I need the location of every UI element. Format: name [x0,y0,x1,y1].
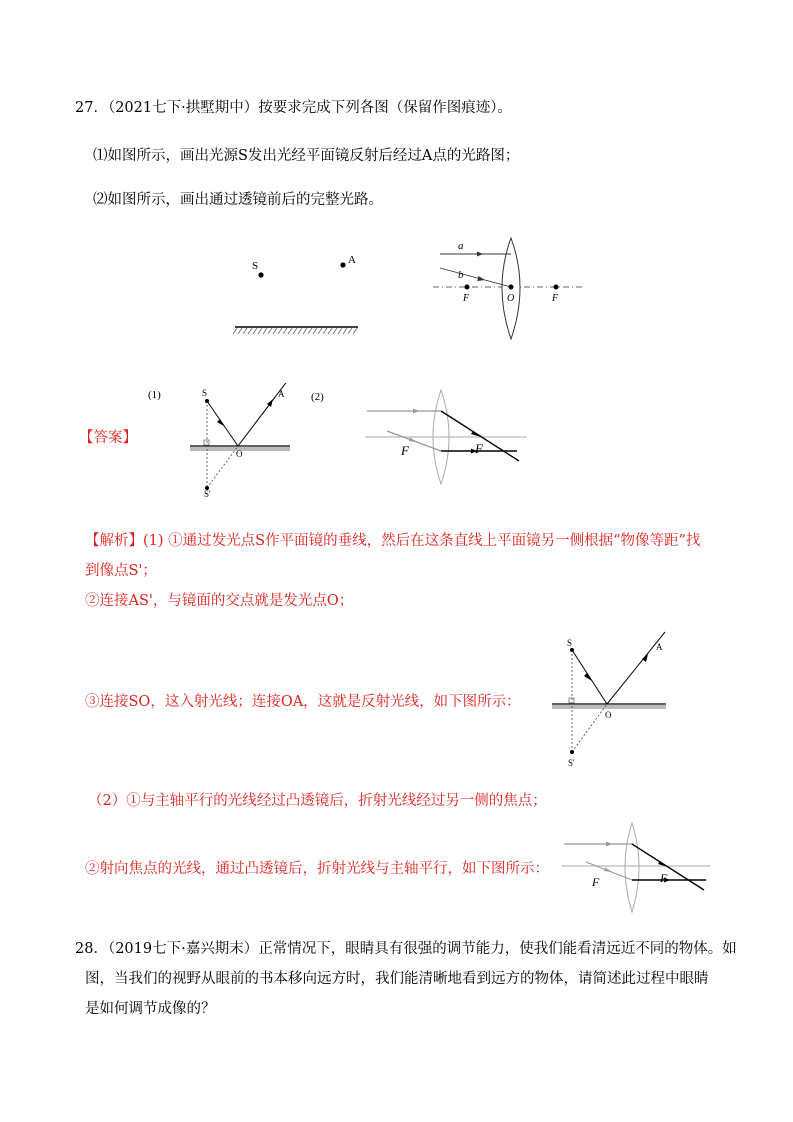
q27-heading [75,98,512,118]
answer-label-f-right: F [475,441,483,456]
q27-part1: ⑴如图所示，画出光源S发出光经平面镜反射后经过A点的光路图； [93,148,520,164]
lens-question-figure [425,235,590,347]
focus-left [465,285,470,290]
answer-fig2-tag: (2) [311,391,324,403]
q27-part2: ⑵如图所示，画出通过透镜前后的完整光路。 [93,192,383,208]
answer-lens-figure [305,385,535,485]
q27-number: 27． [75,100,108,116]
label-f-right: F [552,293,559,304]
optical-center [509,285,514,290]
label-a: A [348,254,356,266]
answer-label-o: O [236,449,243,459]
label-a-ray: a [458,240,464,252]
q28-number: 28． [75,941,108,957]
analysis-line1-text: (1) ①通过发光点S作平面镜的垂线，然后在这条直线上平面镜另一侧根据“物像等距”找 [143,533,701,549]
answer-label-s-prime: S' [204,489,211,498]
label-f-left: F [463,293,470,304]
point-a [340,262,345,267]
q27-source: （2021七下·拱墅期中） [107,100,259,116]
analysis-label-s-prime: S' [568,758,575,768]
answer-fig1-tag: (1) [148,389,161,401]
label-s: S [252,260,259,272]
analysis-line4: （2）①与主轴平行的光线经过凸透镜后，折射光线经过另一侧的焦点； [88,793,547,809]
analysis-line2: ②连接AS'，与镜面的交点就是发光点O； [85,593,354,609]
mirror-question-figure [225,245,370,340]
analysis-line3: ③连接SO，这入射光线；连接OA，这就是反射光线，如下图所示： [85,694,521,710]
point-s [258,272,263,277]
label-b-ray: b [458,269,464,281]
q27-prompt: 按要求完成下列各图（保留作图痕迹）。 [258,100,512,116]
analysis-label-a: A [656,642,663,652]
answer-label-a: A [278,389,285,399]
focus-right [554,285,559,290]
q28-line3: 是如何调节成像的？ [85,1001,216,1017]
mirror-surface [233,327,358,334]
answer-mirror-figure [140,383,295,498]
q28-line1 [75,939,737,959]
q28-line1-text: 正常情况下，眼睛具有很强的调节能力，使我们能看清远近不同的物体。如 [258,941,737,957]
answer-label: 【答案】 [79,430,137,446]
analysis-label-s: S [567,638,573,648]
analysis-label-f-right: F [660,871,668,885]
q28-line2: 图，当我们的视野从眼前的书本移向远方时，我们能清晰地看到远方的物体，请简述此过程中眼睛 [85,971,709,987]
analysis-label-o: O [605,710,612,720]
analysis-line1b: 到像点S'； [85,563,157,579]
answer-label-s: S [202,388,208,398]
analysis-mirror-figure [548,630,673,770]
analysis-lens-figure [560,820,712,915]
analysis-label: 【解析】 [85,533,143,549]
analysis-line5: ②射向焦点的光线，通过凸透镜后，折射光线与主轴平行，如下图所示： [85,861,549,877]
analysis-label-f-left: F [592,875,600,889]
label-o: O [507,293,515,304]
q28-source: （2019七下·嘉兴期末） [107,941,259,957]
answer-label-f-left: F [401,443,409,458]
analysis-line1 [85,531,700,551]
